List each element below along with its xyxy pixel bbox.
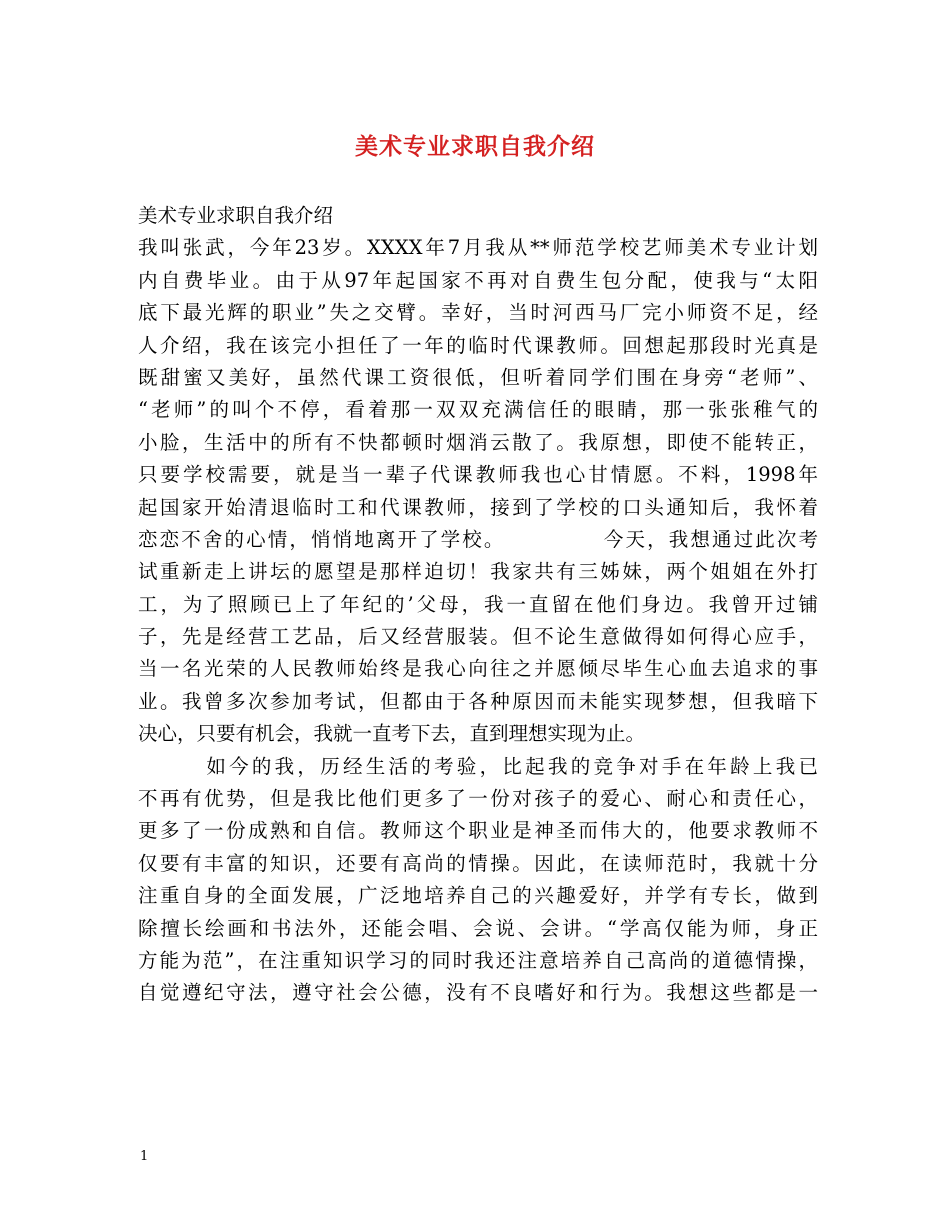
body-line: 只要学校需要，就是当一辈子代课教师我也心甘情愿。不料，1998年 [138, 463, 818, 487]
body-line: 子，先是经营工艺品，后又经营服装。但不论生意做得如何得心应手， [138, 625, 818, 649]
body-line: 方能为范”，在注重知识学习的同时我还注意培养自己高尚的道德情操， [138, 948, 818, 972]
body-line: 人介绍，我在该完小担任了一年的临时代课教师。回想起那段时光真是 [138, 333, 818, 357]
body-line: 当一名光荣的人民教师始终是我心向往之并愿倾尽毕生心血去追求的事 [138, 657, 818, 681]
body-line: 仅要有丰富的知识，还要有高尚的情操。因此，在读师范时，我就十分 [138, 851, 818, 875]
body-line: 工，为了照顾已上了年纪的’父母，我一直留在他们身边。我曾开过铺 [138, 592, 818, 616]
body-line: 试重新走上讲坛的愿望是那样迫切！我家共有三姊妹，两个姐姐在外打 [138, 560, 818, 584]
body-line: 除擅长绘画和书法外，还能会唱、会说、会讲。“学高仅能为师，身正 [138, 916, 818, 940]
body-line: 我叫张武，今年23岁。XXXX年7月我从**师范学校艺师美术专业计划 [138, 236, 818, 260]
page-number: 1 [140, 1149, 149, 1164]
body-line: 注重自身的全面发展，广泛地培养自己的兴趣爱好，并学有专长，做到 [138, 884, 818, 908]
body-line: “老师”的叫个不停，看着那一双双充满信任的眼睛，那一张张稚气的 [138, 398, 818, 422]
body-line: 决心，只要有机会，我就一直考下去，直到理想实现为止。 [138, 722, 646, 746]
body-line: 既甜蜜又美好，虽然代课工资很低，但听着同学们围在身旁“老师”、 [138, 365, 818, 389]
body-line: 美术专业求职自我介绍 [138, 204, 334, 227]
body-line: 起国家开始清退临时工和代课教师，接到了学校的口头通知后，我怀着 [138, 495, 818, 519]
body-line: 小脸，生活中的所有不快都顿时烟消云散了。我原想，即使不能转正， [138, 430, 818, 454]
body-line: 自觉遵纪守法，遵守社会公德，没有不良嗜好和行为。我想这些都是一 [138, 981, 818, 1005]
document-body [138, 200, 818, 1010]
body-line: 更多了一份成熟和自信。教师这个职业是神圣而伟大的，他要求教师不 [138, 819, 818, 843]
body-line: 内自费毕业。由于从97年起国家不再对自费生包分配，使我与“太阳 [138, 268, 818, 292]
body-line: 底下最光辉的职业”失之交臂。幸好，当时河西马厂完小师资不足，经 [138, 301, 818, 325]
body-line: 不再有优势，但是我比他们更多了一份对孩子的爱心、耐心和责任心， [138, 787, 818, 811]
body-line: 如今的我，历经生活的考验，比起我的竞争对手在年龄上我已 [138, 754, 818, 778]
document-title: 美术专业求职自我介绍 [355, 133, 595, 160]
body-line: 业。我曾多次参加考试，但都由于各种原因而未能实现梦想，但我暗下 [138, 689, 818, 713]
body-line: 恋恋不舍的心情，悄悄地离开了学校。 今天，我想通过此次考 [138, 527, 818, 551]
